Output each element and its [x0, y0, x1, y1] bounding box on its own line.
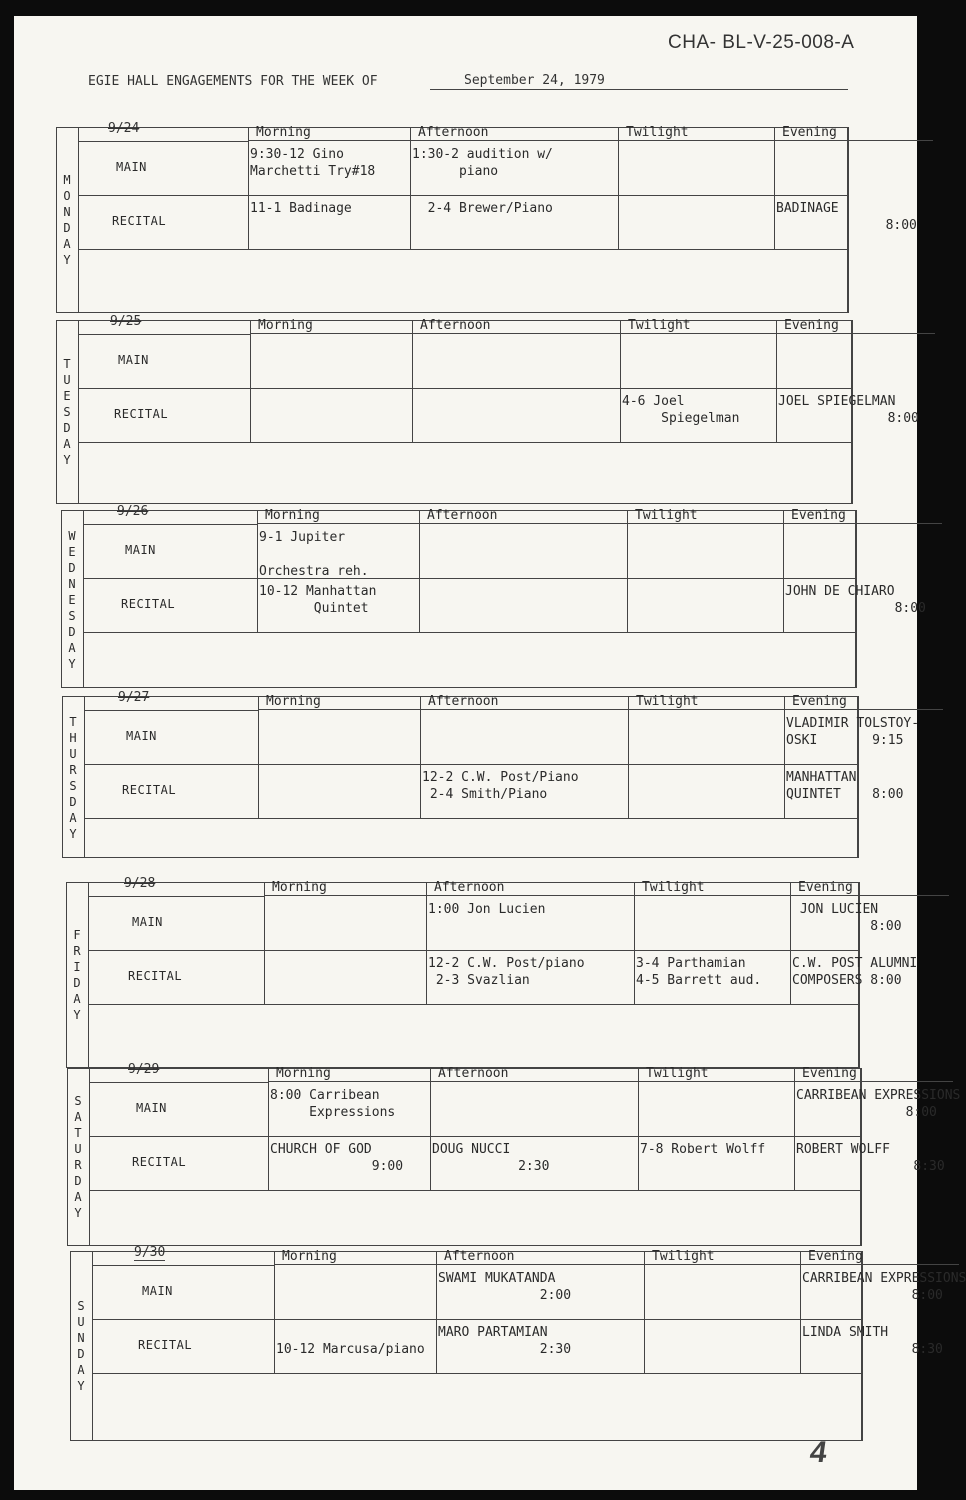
day-letter: U [63, 373, 71, 387]
day-letter: T [74, 1126, 82, 1140]
schedule-cell: 9-1 Jupiter Orchestra reh. [259, 530, 369, 579]
day-border [61, 510, 857, 688]
column-header [248, 127, 410, 141]
day-letter: S [63, 405, 71, 419]
row-label-recital: RECITAL [121, 597, 176, 611]
day-letter: D [63, 221, 71, 235]
column-header-label: Morning [272, 880, 327, 895]
column-divider [627, 510, 628, 632]
schedule-cell: JOHN DE CHIARO 8:00 [785, 584, 926, 616]
column-divider [258, 696, 259, 818]
column-header-label: Twilight [642, 880, 705, 895]
column-header [410, 127, 618, 141]
day-letter: R [74, 1158, 82, 1172]
row-label-main: MAIN [116, 160, 147, 174]
day-letter: R [73, 944, 81, 958]
day-letter: O [63, 189, 71, 203]
day-letter: S [77, 1299, 85, 1313]
day-letter: T [69, 715, 77, 729]
column-header [627, 510, 783, 524]
column-header-label: Afternoon [438, 1066, 509, 1081]
day-block [56, 314, 919, 504]
day-divider [84, 696, 85, 858]
row-divider [89, 1082, 268, 1083]
day-letter: A [74, 1110, 82, 1124]
schedule-cell: C.W. POST ALUMNI COMPOSERS 8:00 [792, 956, 918, 988]
column-header [634, 882, 790, 896]
day-letter: Y [63, 253, 71, 267]
row-divider [78, 141, 248, 142]
schedule-cell: ROBERT WOLFF 8:30 [796, 1142, 945, 1174]
column-header [638, 1068, 794, 1082]
column-header [420, 696, 628, 710]
column-header-label: Afternoon [427, 508, 498, 523]
day-letter: H [69, 731, 77, 745]
row-divider [78, 334, 250, 335]
day-name-vertical [61, 528, 83, 672]
schedule-cell: 12-2 C.W. Post/Piano 2-4 Smith/Piano [422, 770, 579, 802]
day-date: 9/29 [128, 1062, 160, 1077]
schedule-cell: 2-4 Brewer/Piano [412, 201, 553, 216]
column-divider [790, 882, 791, 1004]
column-header-label: Twilight [646, 1066, 709, 1081]
week-of-date: September 24, 1979 [464, 73, 605, 88]
day-divider [78, 320, 79, 504]
row-divider [88, 896, 264, 897]
day-name-vertical [66, 927, 88, 1023]
row-divider [78, 195, 849, 196]
day-letter: S [74, 1094, 82, 1108]
column-divider [634, 882, 635, 1004]
column-header-label: Morning [266, 694, 321, 709]
column-header [790, 882, 949, 896]
day-letter: A [63, 437, 71, 451]
day-date: 9/30 [134, 1245, 166, 1260]
column-header [800, 1251, 959, 1265]
schedule-cell: JON LUCIEN 8:00 [799, 902, 902, 934]
day-letter: F [73, 928, 81, 942]
day-letter: R [69, 763, 77, 777]
column-divider [430, 1068, 431, 1190]
column-header [257, 510, 419, 524]
column-header [268, 1068, 430, 1082]
schedule-cell: 10-12 Marcusa/piano [276, 1342, 425, 1357]
column-divider [257, 510, 258, 632]
column-header [783, 510, 942, 524]
document-id: CHA- BL-V-25-008-A [668, 32, 855, 53]
column-header [774, 127, 933, 141]
row-label-recital: RECITAL [138, 1338, 193, 1352]
day-letter: E [68, 545, 76, 559]
column-header [430, 1068, 638, 1082]
column-header [258, 696, 420, 710]
column-divider [618, 127, 619, 249]
column-header [274, 1251, 436, 1265]
schedule-cell: 10-12 Manhattan Quintet [259, 584, 377, 616]
column-header [412, 320, 620, 334]
day-letter: D [73, 976, 81, 990]
day-letter: D [77, 1347, 85, 1361]
week-of-field [430, 72, 848, 90]
column-divider [250, 320, 251, 442]
day-letter: A [63, 237, 71, 251]
column-header [618, 127, 774, 141]
row-divider [78, 388, 853, 389]
day-block [66, 876, 918, 1068]
day-block [70, 1245, 966, 1441]
row-divider [83, 632, 857, 633]
row-divider [92, 1373, 863, 1374]
column-divider [268, 1068, 269, 1190]
day-date: 9/25 [110, 314, 142, 329]
schedule-cell: 4-6 Joel Spiegelman [622, 394, 740, 426]
column-header-label: Afternoon [418, 125, 489, 140]
day-letter: Y [77, 1379, 85, 1393]
row-divider [92, 1265, 274, 1266]
column-divider [783, 510, 784, 632]
row-label-recital: RECITAL [114, 407, 169, 421]
day-divider [92, 1251, 93, 1441]
column-header-label: Twilight [635, 508, 698, 523]
day-letter: D [63, 421, 71, 435]
column-header-label: Morning [282, 1249, 337, 1264]
day-letter: N [63, 205, 71, 219]
row-divider [84, 818, 859, 819]
column-header-label: Afternoon [420, 318, 491, 333]
column-header-label: Twilight [628, 318, 691, 333]
day-letter: Y [69, 827, 77, 841]
day-letter: D [68, 625, 76, 639]
column-header [426, 882, 634, 896]
day-letter: E [63, 389, 71, 403]
column-header-label: Morning [265, 508, 320, 523]
row-divider [88, 950, 860, 951]
schedule-cell: CARRIBEAN EXPRESSIONS 8:00 [796, 1088, 961, 1120]
row-label-recital: RECITAL [112, 214, 167, 228]
schedule-cell: 1:30-2 audition w/ piano [412, 147, 553, 179]
column-header-label: Morning [256, 125, 311, 140]
day-letter: A [73, 992, 81, 1006]
day-letter: A [74, 1190, 82, 1204]
column-divider [426, 882, 427, 1004]
day-letter: M [63, 173, 71, 187]
day-letter: E [68, 593, 76, 607]
column-header-label: Evening [791, 508, 846, 523]
column-header-label: Afternoon [434, 880, 505, 895]
schedule-cell: MARO PARTAMIAN 2:30 [438, 1325, 572, 1357]
column-header-label: Morning [276, 1066, 331, 1081]
schedule-cell: JOEL SPIEGELMAN 8:00 [778, 394, 919, 426]
column-divider [419, 510, 420, 632]
day-letter: Y [74, 1206, 82, 1220]
day-letter: A [69, 811, 77, 825]
column-header [250, 320, 412, 334]
schedule-cell: 7-8 Robert Wolff [640, 1142, 766, 1157]
column-header [784, 696, 943, 710]
column-header-label: Twilight [652, 1249, 715, 1264]
column-divider [264, 882, 265, 1004]
column-header-label: Twilight [626, 125, 689, 140]
column-header-label: Evening [792, 694, 847, 709]
day-block [61, 504, 926, 688]
schedule-cell: 8:00 Carribean Expressions [270, 1088, 396, 1120]
day-letter: U [69, 747, 77, 761]
day-date: 9/24 [108, 121, 140, 136]
column-divider [620, 320, 621, 442]
schedule-cell: 1:00 Jon Lucien [428, 902, 546, 917]
column-header-label: Evening [784, 318, 839, 333]
column-divider [784, 696, 785, 818]
column-divider [420, 696, 421, 818]
column-divider [776, 320, 777, 442]
day-block [67, 1062, 961, 1246]
day-letter: D [74, 1174, 82, 1188]
column-header-label: Evening [802, 1066, 857, 1081]
column-divider [410, 127, 411, 249]
column-header-label: Evening [798, 880, 853, 895]
day-letter: U [74, 1142, 82, 1156]
schedule-cell: CHURCH OF GOD 9:00 [270, 1142, 404, 1174]
day-letter: S [68, 609, 76, 623]
column-divider [248, 127, 249, 249]
day-letter: T [63, 357, 71, 371]
day-letter: A [68, 641, 76, 655]
day-date: 9/27 [118, 690, 150, 705]
day-letter: Y [73, 1008, 81, 1022]
column-header [419, 510, 627, 524]
column-header-label: Evening [782, 125, 837, 140]
column-header [628, 696, 784, 710]
column-header [436, 1251, 644, 1265]
row-label-main: MAIN [126, 729, 157, 743]
schedule-cell: CARRIBEAN EXPRESSIONS 8:00 [802, 1271, 966, 1303]
day-letter: A [77, 1363, 85, 1377]
day-letter: Y [68, 657, 76, 671]
day-name-vertical [62, 714, 84, 842]
schedule-cell: LINDA SMITH 8:30 [802, 1325, 943, 1357]
row-label-main: MAIN [132, 915, 163, 929]
day-name-vertical [70, 1298, 92, 1394]
column-header [620, 320, 776, 334]
day-letter: N [77, 1331, 85, 1345]
column-header-label: Morning [258, 318, 313, 333]
column-header [644, 1251, 800, 1265]
page-number: 4 [807, 1436, 830, 1469]
row-divider [78, 442, 853, 443]
schedule-cell: VLADIMIR TOLSTOY- OSKI 9:15 [786, 716, 920, 748]
column-header-label: Afternoon [444, 1249, 515, 1264]
row-divider [78, 249, 849, 250]
day-letter: U [77, 1315, 85, 1329]
row-label-main: MAIN [118, 353, 149, 367]
column-divider [638, 1068, 639, 1190]
row-label-main: MAIN [136, 1101, 167, 1115]
schedule-cell: MANHATTAN QUINTET 8:00 [786, 770, 904, 802]
row-label-recital: RECITAL [122, 783, 177, 797]
schedule-cell: DOUG NUCCI 2:30 [432, 1142, 550, 1174]
row-divider [83, 578, 857, 579]
day-letter: I [73, 960, 81, 974]
day-letter: S [69, 779, 77, 793]
day-divider [88, 882, 89, 1068]
day-name-vertical [56, 172, 78, 268]
day-divider [83, 510, 84, 688]
column-divider [644, 1251, 645, 1373]
schedule-cell: 12-2 C.W. Post/piano 2-3 Svazlian [428, 956, 585, 988]
page-heading: EGIE HALL ENGAGEMENTS FOR THE WEEK OF [88, 74, 378, 89]
row-divider [92, 1319, 863, 1320]
day-divider [78, 127, 79, 313]
column-header [776, 320, 935, 334]
day-letter: D [68, 561, 76, 575]
schedule-cell: SWAMI MUKATANDA 2:00 [438, 1271, 572, 1303]
column-divider [436, 1251, 437, 1373]
column-divider [412, 320, 413, 442]
day-divider [89, 1068, 90, 1246]
column-header-label: Twilight [636, 694, 699, 709]
schedule-cell: BADINAGE 8:00 [776, 201, 917, 233]
day-letter: D [69, 795, 77, 809]
row-label-main: MAIN [142, 1284, 173, 1298]
day-block [56, 121, 917, 313]
column-header [264, 882, 426, 896]
day-block [62, 690, 920, 858]
row-divider [89, 1190, 862, 1191]
row-divider [84, 764, 859, 765]
row-divider [83, 524, 257, 525]
day-name-vertical [67, 1093, 89, 1221]
column-header-label: Evening [808, 1249, 863, 1264]
day-date: 9/28 [124, 876, 156, 891]
row-divider [89, 1136, 862, 1137]
column-divider [274, 1251, 275, 1373]
row-label-recital: RECITAL [132, 1155, 187, 1169]
row-label-main: MAIN [125, 543, 156, 557]
row-label-recital: RECITAL [128, 969, 183, 983]
day-letter: N [68, 577, 76, 591]
day-date: 9/26 [117, 504, 149, 519]
column-divider [800, 1251, 801, 1373]
row-divider [88, 1004, 860, 1005]
schedule-cell: 3-4 Parthamian 4-5 Barrett aud. [636, 956, 762, 988]
day-name-vertical [56, 356, 78, 468]
column-divider [794, 1068, 795, 1190]
column-header-label: Afternoon [428, 694, 499, 709]
schedule-cell: 11-1 Badinage [250, 201, 352, 216]
day-letter: W [68, 529, 76, 543]
day-letter: Y [63, 453, 71, 467]
column-header [794, 1068, 953, 1082]
schedule-cell: 9:30-12 Gino Marchetti Try#18 [250, 147, 376, 179]
row-divider [84, 710, 258, 711]
column-divider [628, 696, 629, 818]
column-divider [774, 127, 775, 249]
